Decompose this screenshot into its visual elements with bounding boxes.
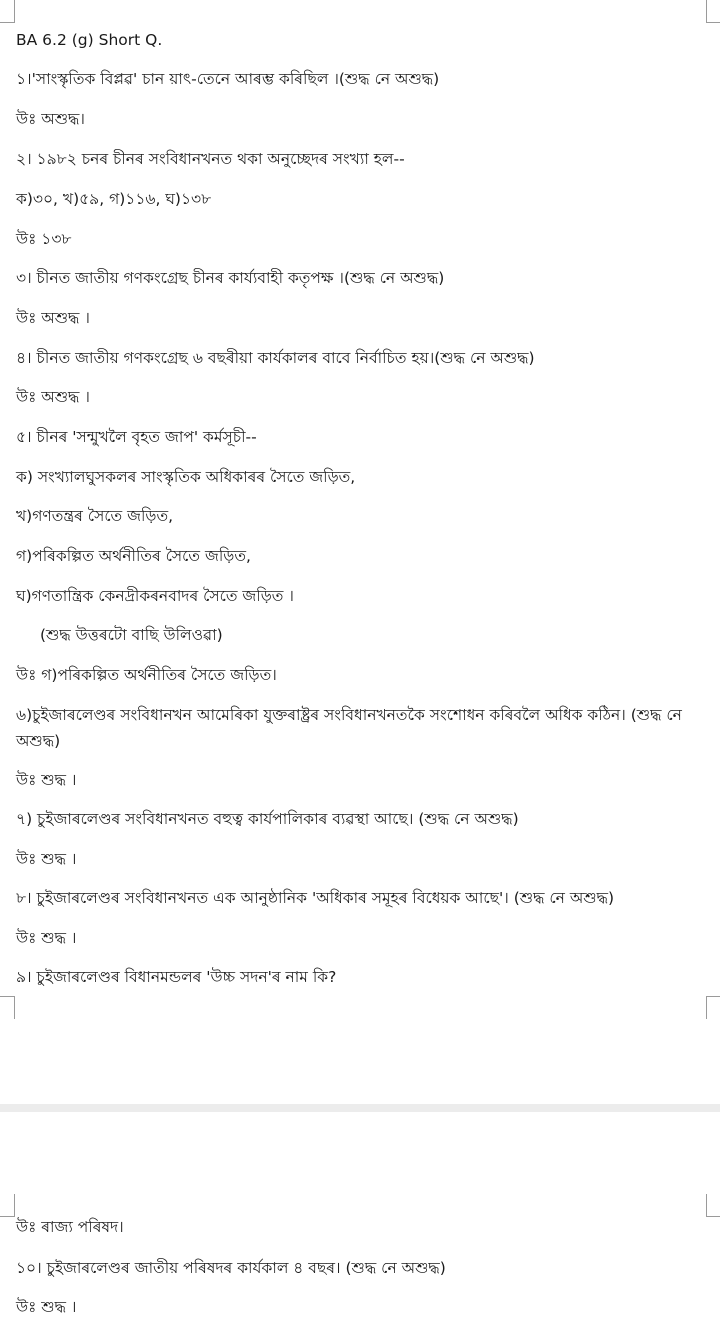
question-3: ৩। চীনত জাতীয় গণকংগ্ৰেছ চীনৰ কাৰ্য্যবাহী কতৃপক্ষ ।(শুদ্ধ নে অশুদ্ধ) <box>16 269 445 287</box>
question-6: ৬)চুইজাৰলেণ্ডৰ সংবিধানখন আমেৰিকা যুক্তৰাষ্ট্ৰৰ সংবিধানখনতকৈ সংশোধন কৰিবলৈ অধিক কঠিন। (শুদ্ধ নে অশুদ্ধ) <box>16 706 682 750</box>
question-10: ১০। চুইজাৰলেণ্ডৰ জাতীয় পৰিষদৰ কাৰ্যকাল ৪ বছৰ। (শুদ্ধ নে অশুদ্ধ) <box>16 1259 446 1277</box>
crop-mark-top-right <box>706 1194 720 1217</box>
question-5-option-d: ঘ)গণতান্ত্ৰিক কেনদ্ৰীকৰনবাদৰ সৈতে জড়িত । <box>16 587 294 605</box>
question-2: ২। ১৯৮২ চনৰ চীনৰ সংবিধানখনত থকা অনুচ্ছেদৰ সংখ্যা হল-- <box>16 150 405 168</box>
answer-7: উঃ শুদ্ধ । <box>16 850 77 868</box>
question-5-option-a: ক) সংখ্যালঘুসকলৰ সাংস্কৃতিক অধিকাৰৰ সৈতে জড়িত, <box>16 468 356 486</box>
document-page-2 <box>0 1112 720 1322</box>
question-2-options: ক)৩০, খ)৫৯, গ)১১৬, ঘ)১৩৮ <box>16 190 212 208</box>
question-5-option-b: খ)গণতন্ত্ৰৰ সৈতে জড়িত, <box>16 507 174 525</box>
answer-6: উঃ শুদ্ধ । <box>16 771 77 789</box>
crop-mark-top-left <box>0 0 15 23</box>
doc-heading: BA 6.2 (g) Short Q. <box>16 31 163 49</box>
answer-4: উঃ অশুদ্ধ । <box>16 388 90 406</box>
question-1: ১।'সাংস্কৃতিক বিপ্লৱ' চান য়াৎ-তেনে আৰম্ভ কৰিছিল ।(শুদ্ধ নে অশুদ্ধ) <box>16 70 440 88</box>
question-4: ৪। চীনত জাতীয় গণকংগ্ৰেছ ৬ বছৰীয়া কাৰ্যকালৰ বাবে নিৰ্বাচিত হয়।(শুদ্ধ নে অশুদ্ধ) <box>16 349 535 367</box>
question-5: ৫। চীনৰ 'সন্মুখলৈ বৃহত জাপ' কৰ্মসূচী-- <box>16 428 257 446</box>
question-5-instruction: (শুদ্ধ উত্তৰটো বাছি উলিওৱা) <box>40 626 223 644</box>
crop-mark-bottom-left <box>0 996 15 1019</box>
answer-3: উঃ অশুদ্ধ । <box>16 309 90 327</box>
question-5-option-c: গ)পৰিকল্পিত অৰ্থনীতিৰ সৈতে জড়িত, <box>16 547 251 565</box>
page-separator <box>0 1104 720 1112</box>
answer-10: উঃ শুদ্ধ । <box>16 1298 77 1316</box>
question-7: ৭) চুইজাৰলেণ্ডৰ সংবিধানখনত বহুত্ব কাৰ্যপালিকাৰ ব্যৱস্থা আছে। (শুদ্ধ নে অশুদ্ধ) <box>16 810 519 828</box>
crop-mark-top-right <box>706 0 720 23</box>
crop-mark-top-left <box>0 1194 15 1217</box>
answer-8: উঃ শুদ্ধ । <box>16 929 77 947</box>
answer-2: উঃ ১৩৮ <box>16 230 72 248</box>
question-8: ৮। চুইজাৰলেণ্ডৰ সংবিধানখনত এক আনুষ্ঠানিক 'অধিকাৰ সমূহৰ বিধেয়ক আছে'। (শুদ্ধ নে অশুদ্ধ) <box>16 889 615 907</box>
question-9: ৯। চুইজাৰলেণ্ডৰ বিধানমন্ডলৰ 'উচ্চ সদন'ৰ নাম কি? <box>16 968 337 986</box>
answer-1: উঃ অশুদ্ধ। <box>16 110 85 128</box>
answer-9: উঃ ৰাজ্য পৰিষদ। <box>16 1218 124 1236</box>
crop-mark-bottom-right <box>706 996 720 1019</box>
answer-5: উঃ গ)পৰিকল্পিত অৰ্থনীতিৰ সৈতে জড়িত। <box>16 666 277 684</box>
